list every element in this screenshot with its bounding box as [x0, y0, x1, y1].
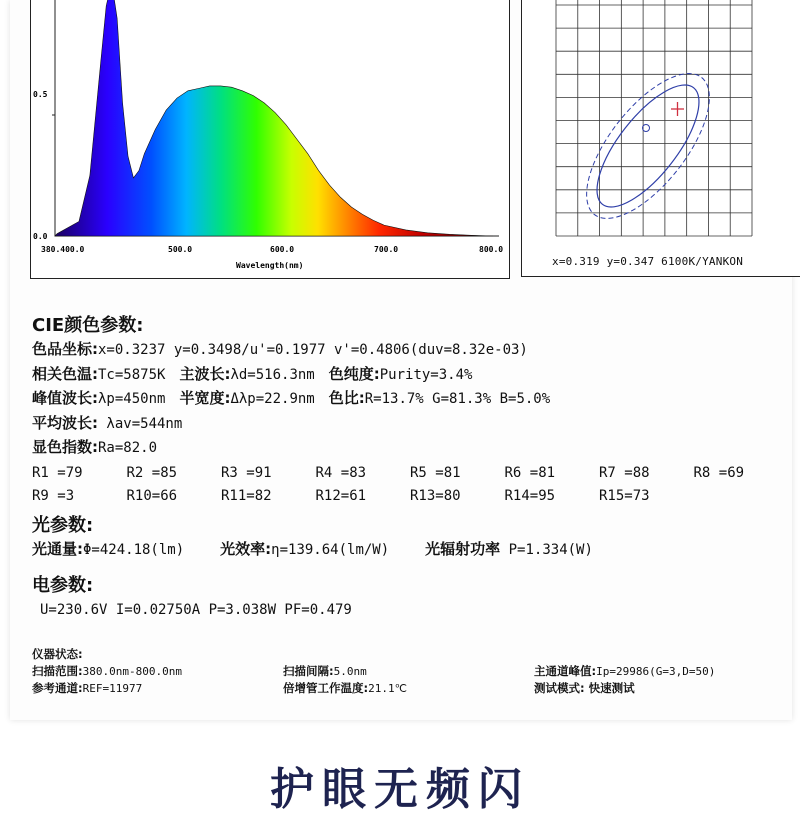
- test-mode-key: 测试模式:: [534, 681, 585, 695]
- y-tick-label-0.5: 0.5: [33, 90, 48, 99]
- electrical-parameters-section: [32, 574, 792, 622]
- cri-r-values-grid: [32, 462, 792, 508]
- cie-grid: [556, 0, 752, 236]
- luminous-efficacy-key: 光效率:: [220, 540, 272, 558]
- main-channel-peak-value: Ip=29986(G=3,D=50): [596, 665, 716, 678]
- color-ratio-key: 色比:: [328, 389, 365, 407]
- r-value: R8 =69: [693, 464, 745, 481]
- luminous-efficacy-value: η=139.64(lm/W): [271, 542, 390, 558]
- cie-chart-panel: [521, 0, 800, 277]
- x-tick-label-500: 500.0: [168, 245, 193, 254]
- spectrum-area-series: [55, 0, 493, 236]
- reference-channel-value: REF=11977: [82, 682, 143, 695]
- cri-key: 显色指数:: [32, 438, 98, 456]
- instrument-row-1: [32, 663, 792, 680]
- r-value: R2 =85: [126, 464, 178, 481]
- electrical-values: U=230.6V I=0.02750A P=3.038W PF=0.479: [40, 602, 352, 618]
- cri-line: [32, 436, 792, 461]
- chromaticity-key: 色品坐标:: [32, 340, 98, 358]
- instrument-status-title: 仪器状态:: [32, 647, 83, 661]
- x-axis-label: Wavelength(nm): [236, 261, 304, 270]
- light-section-title: 光参数:: [32, 515, 94, 536]
- cie-chromaticity-plot: [522, 0, 800, 250]
- x-tick-label-700: 700.0: [374, 245, 399, 254]
- target-point-marker: [643, 125, 650, 132]
- electrical-section-title: 电参数:: [32, 575, 94, 596]
- peak-wavelength-key: 峰值波长:: [32, 389, 98, 407]
- cie-section-title: CIE颜色参数:: [32, 315, 144, 336]
- purity-value: Purity=3.4%: [379, 366, 473, 383]
- scan-interval-value: 5.0nm: [333, 665, 367, 678]
- r-value: R11=82: [221, 487, 272, 504]
- r-value: R10=66: [126, 487, 178, 504]
- test-report: [10, 0, 792, 720]
- peak-wavelength-value: λp=450nm: [98, 391, 166, 407]
- pmt-temperature-value: 21.1℃: [368, 682, 407, 695]
- peak-line: [32, 387, 792, 412]
- cct-key: 相关色温:: [32, 364, 98, 383]
- r-value: R7 =88: [599, 464, 650, 481]
- cri-value: Ra=82.0: [98, 440, 158, 456]
- test-mode-value: 快速测试: [584, 681, 635, 695]
- r-value: R3 =91: [221, 464, 272, 481]
- r-value: R12=61: [315, 487, 367, 504]
- spectrum-chart-panel: [30, 0, 510, 279]
- pmt-temperature-key: 倍增管工作温度:: [283, 681, 369, 695]
- dominant-wavelength-value: λd=516.3nm: [230, 366, 315, 383]
- light-values-line: [32, 538, 792, 563]
- main-channel-peak-key: 主通道峰值:: [534, 664, 597, 678]
- r-value: R6 =81: [504, 464, 556, 481]
- average-wavelength-value: λav=544nm: [98, 415, 183, 432]
- luminous-flux-value: Φ=424.18(lm): [83, 542, 185, 558]
- r-value: R15=73: [599, 487, 650, 504]
- radiant-power-key: 光辐射功率: [425, 540, 501, 558]
- chromaticity-value: x=0.3237 y=0.3498/u'=0.1977 v'=0.4806(duv=8.32e-03): [98, 342, 528, 358]
- tolerance-ellipse-outer: [564, 54, 731, 238]
- r-value: R5 =81: [410, 464, 461, 481]
- radiant-power-value: P=1.334(W): [500, 542, 593, 558]
- scan-interval-key: 扫描间隔:: [283, 664, 334, 678]
- light-parameters-section: [32, 514, 792, 563]
- r-value: R9 =3: [32, 487, 75, 504]
- r-value: R13=80: [410, 487, 461, 504]
- cct-value: Tc=5875K: [98, 366, 166, 383]
- average-wavelength-key: 平均波长:: [32, 413, 98, 432]
- dominant-wavelength-key: 主波长:: [179, 364, 231, 383]
- cct-line: [32, 363, 792, 388]
- y-tick-label-0.0: 0.0: [33, 232, 48, 241]
- color-ratio-value: R=13.7% G=81.3% B=5.0%: [364, 391, 551, 407]
- half-width-key: 半宽度:: [179, 389, 231, 407]
- x-tick-label-600: 600.0: [270, 245, 295, 254]
- instrument-row-2: [32, 680, 792, 697]
- r-value: R4 =83: [315, 464, 367, 481]
- cie-coordinate-readout: x=0.319 y=0.347 6100K/YANKON: [552, 255, 744, 268]
- x-tick-label-400: 380.400.0: [41, 245, 85, 254]
- promo-banner-title: 护眼无频闪: [270, 764, 530, 815]
- x-tick-label-800: 800.0: [479, 245, 504, 254]
- average-wavelength-line: [32, 412, 792, 437]
- r-value: R14=95: [504, 487, 556, 504]
- measured-point-marker: [671, 102, 684, 116]
- instrument-status-section: [32, 646, 792, 697]
- purity-key: 色纯度:: [328, 364, 380, 383]
- luminous-flux-key: 光通量:: [32, 540, 83, 558]
- scan-range-key: 扫描范围:: [32, 664, 83, 678]
- half-width-value: Δλp=22.9nm: [230, 391, 315, 407]
- spectrum-chart: [31, 0, 509, 278]
- chromaticity-line: [32, 338, 792, 363]
- scan-range-value: 380.0nm-800.0nm: [82, 665, 182, 678]
- reference-channel-key: 参考通道:: [32, 681, 83, 695]
- cie-parameters-section: [32, 314, 792, 508]
- r-value: R1 =79: [32, 464, 83, 481]
